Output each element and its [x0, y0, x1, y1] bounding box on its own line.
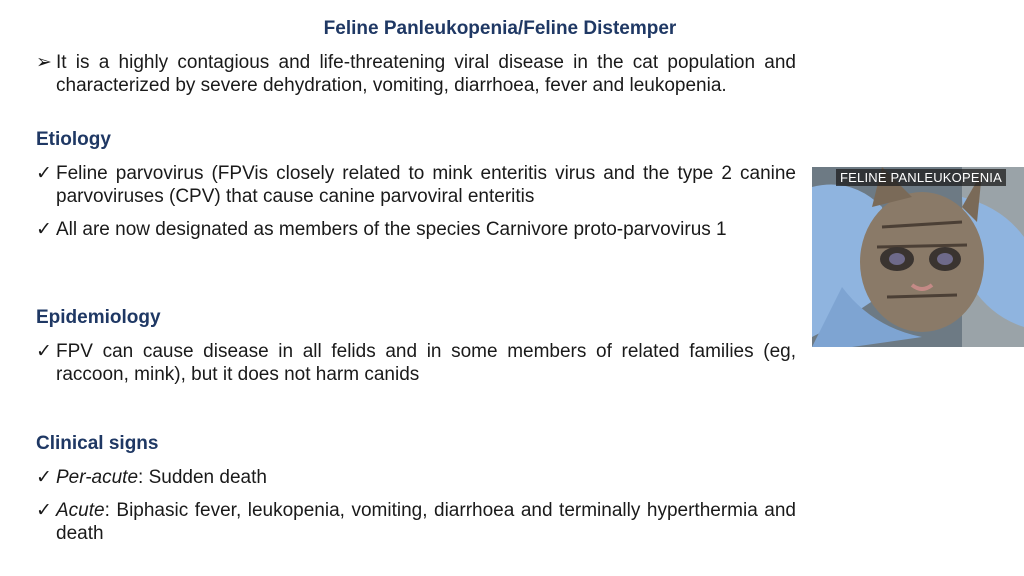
intro-bullet-item	[36, 51, 796, 97]
intro-text: It is a highly contagious and life-threatening viral disease in the cat population and characterized by severe dehydration, vomiting, diarrhoea, fever and leukopenia.	[56, 52, 796, 96]
clinical-term: Per-acute	[56, 467, 139, 488]
checkmark-icon: ✓	[36, 163, 52, 184]
clinical-item-text: : Biphasic fever, leukopenia, vomiting, diarrhoea and terminally hyperthermia and death	[56, 500, 796, 544]
slide-title: Feline Panleukopenia/Feline Distemper	[323, 18, 677, 39]
epidemiology-item-text: FPV can cause disease in all felids and in some members of related families (eg, raccoon, mink), but it does not harm canids	[56, 341, 796, 385]
clinical-term: Acute	[56, 500, 105, 521]
kitten-photo	[812, 167, 1024, 347]
epidemiology-item	[36, 340, 796, 386]
etiology-item-text: All are now designated as members of the species Carnivore proto-parvovirus 1	[56, 219, 727, 240]
checkmark-icon: ✓	[36, 219, 52, 240]
etiology-heading: Etiology	[36, 129, 111, 150]
etiology-item	[36, 218, 796, 241]
epidemiology-heading: Epidemiology	[36, 307, 161, 328]
kitten-illustration	[812, 167, 1024, 347]
etiology-item	[36, 162, 796, 208]
checkmark-icon: ✓	[36, 467, 52, 488]
clinical-signs-heading: Clinical signs	[36, 433, 159, 454]
arrow-bullet-icon: ➢	[36, 52, 52, 73]
clinical-item	[36, 466, 796, 489]
photo-banner: FELINE PANLEUKOPENIA	[836, 169, 1006, 186]
clinical-item	[36, 499, 796, 545]
etiology-item-text: Feline parvovirus (FPVis closely related to mink enteritis virus and the type 2 canine parvoviruses (CPV) that cause canine parvoviral enteritis	[56, 163, 796, 207]
clinical-item-text: : Sudden death	[138, 467, 267, 488]
checkmark-icon: ✓	[36, 341, 52, 362]
checkmark-icon: ✓	[36, 500, 52, 521]
